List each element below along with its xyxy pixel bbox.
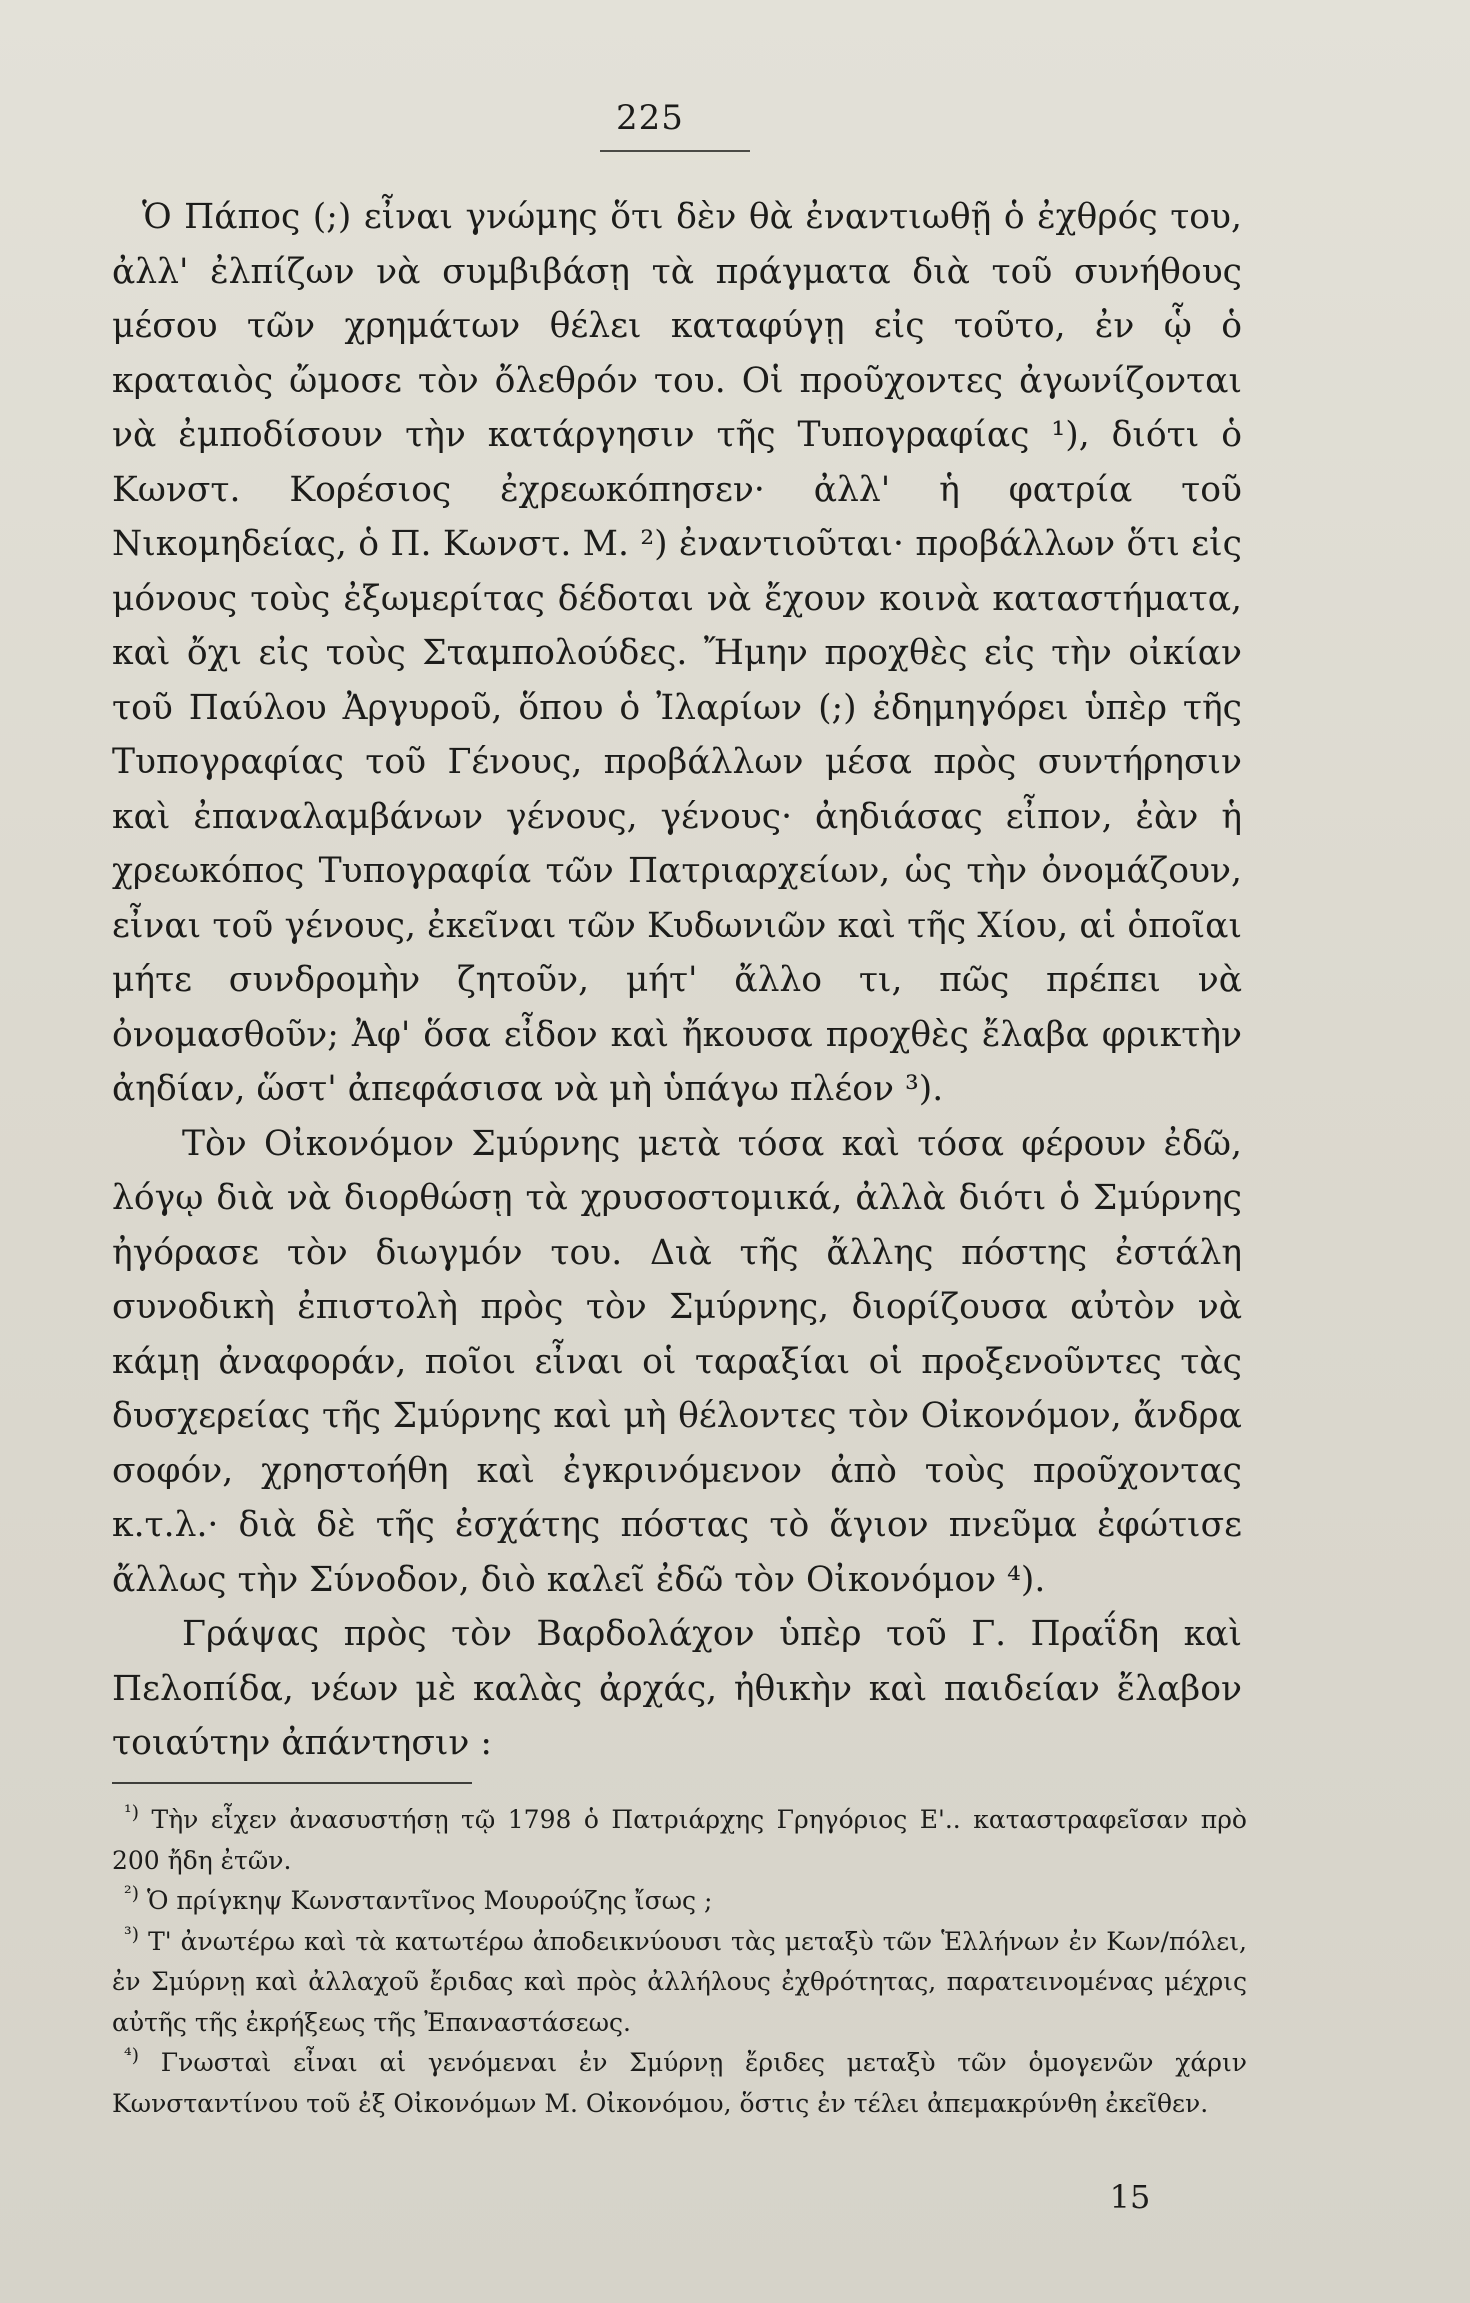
footnotes xyxy=(112,1800,1247,2124)
footnote-mark: ³) xyxy=(124,1923,140,1946)
paragraph: Τὸν Οἰκονόμον Σμύρνης μετὰ τόσα καὶ τόσα φέρουν ἐδῶ, λόγῳ διὰ νὰ διορθώσῃ τὰ χρυσοστομικά, ἀλλὰ διότι ὁ Σμύρνης ἠγόρασε τὸν διωγμόν του. Διὰ τῆς ἄλλης πόστης ἐστάλη συνοδικὴ ἐπιστολὴ πρὸς τὸν Σμύρνης, διορίζουσα αὐτὸν νὰ κάμῃ ἀναφοράν, ποῖοι εἶναι οἱ ταραξίαι οἱ προξενοῦντες τὰς δυσχερείας τῆς Σμύρνης καὶ μὴ θέλοντες τὸν Οἰκονόμον, ἄνδρα σοφόν, χρηστοήθη καὶ ἐγκρινόμενον ἀπὸ τοὺς προῦχοντας κ.τ.λ.· διὰ δὲ τῆς ἐσχάτης πόστας τὸ ἅγιον πνεῦμα ἐφώτισε ἄλλως τὴν Σύνοδον, διὸ καλεῖ ἐδῶ τὸν Οἰκονόμον ⁴). xyxy=(112,1123,1242,1600)
footnote-text: Ὁ πρίγκηψ Κωνσταντῖνος Μουρούζης ἴσως ; xyxy=(146,1886,713,1915)
footnote-mark: ⁴) xyxy=(124,2044,140,2067)
footnote-rule xyxy=(112,1782,472,1784)
footnote-mark: ¹) xyxy=(124,1801,140,1824)
footnote-text: Τὴν εἶχεν ἀνασυστήσῃ τῷ 1798 ὁ Πατριάρχης Γρηγόριος Ε'.. καταστραφεῖσαν πρὸ 200 ἤδη ἐτῶν. xyxy=(112,1805,1247,1875)
paragraph: Γράψας πρὸς τὸν Βαρδολάχον ὑπὲρ τοῦ Γ. Πραΐδη καὶ Πελοπίδα, νέων μὲ καλὰς ἀρχάς, ἠθικὴν καὶ παιδείαν ἔλαβον τοιαύτην ἀπάντησιν : xyxy=(112,1614,1242,1763)
footnote-4 xyxy=(112,2043,1247,2124)
footnote-2 xyxy=(112,1881,1247,1922)
footnote-text: Τ' ἀνωτέρω καὶ τὰ κατωτέρω ἀποδεικνύουσι τὰς μεταξὺ τῶν Ἑλλήνων ἐν Κων/πόλει, ἐν Σμύρνῃ καὶ ἀλλαχοῦ ἔριδας καὶ πρὸς ἀλλήλους ἐχθρότητας, παρατεινομένας μέχρις αὐτῆς τῆς ἐκρήξεως τῆς Ἐπαναστάσεως. xyxy=(112,1926,1247,2037)
page-number: 225 xyxy=(616,98,684,138)
footnote-text: Γνωσταὶ εἶναι αἱ γενόμεναι ἐν Σμύρνῃ ἔριδες μεταξὺ τῶν ὁμογενῶν χάριν Κωνσταντίνου τοῦ ἐξ Οἰκονόμων Μ. Οἰκονόμου, ὅστις ἐν τέλει ἀπεμακρύνθη ἐκεῖθεν. xyxy=(112,2048,1247,2118)
footnote-3 xyxy=(112,1922,1247,2044)
footnote-mark: ²) xyxy=(124,1882,140,1905)
paragraph: Ὁ Πάπος (;) εἶναι γνώμης ὅτι δὲν θὰ ἐναντιωθῇ ὁ ἐχθρός του, ἀλλ' ἐλπίζων νὰ συμβιβάσῃ τὰ πράγματα διὰ τοῦ συνήθους μέσου τῶν χρημάτων θέλει καταφύγῃ εἰς τοῦτο, ἐν ᾧ ὁ κραταιὸς ὤμοσε τὸν ὄλεθρόν του. Οἱ προῦχοντες ἀγωνίζονται νὰ ἐμποδίσουν τὴν κατάργησιν τῆς Τυπογραφίας ¹), διότι ὁ Κωνστ. Κορέσιος ἐχρεωκόπησεν· ἀλλ' ἡ φατρία τοῦ Νικομηδείας, ὁ Π. Κωνστ. Μ. ²) ἐναντιοῦται· προβάλλων ὅτι εἰς μόνους τοὺς ἐξωμερίτας δέδοται νὰ ἔχουν κοινὰ καταστήματα, καὶ ὄχι εἰς τοὺς Σταμπολούδες. Ἤμην προχθὲς εἰς τὴν οἰκίαν τοῦ Παύλου Ἀργυροῦ, ὅπου ὁ Ἰλαρίων (;) ἐδημηγόρει ὑπὲρ τῆς Τυπογραφίας τοῦ Γένους, προβάλλων μέσα πρὸς συντήρησιν καὶ ἐπαναλαμβάνων γένους, γένους· ἀηδιάσας εἶπον, ἐὰν ἡ χρεωκόπος Τυπογραφία τῶν Πατριαρχείων, ὡς τὴν ὀνομάζουν, εἶναι τοῦ γένους, ἐκεῖναι τῶν Κυδωνιῶν καὶ τῆς Χίου, αἱ ὁποῖαι μήτε συνδρομὴν ζητοῦν, μήτ' ἄλλο τι, πῶς πρέπει νὰ ὀνομασθοῦν; Ἀφ' ὅσα εἶδον καὶ ἤκουσα προχθὲς ἔλαβα φρικτὴν ἀηδίαν, ὥστ' ἀπεφάσισα νὰ μὴ ὑπάγω πλέον ³). xyxy=(112,197,1242,1109)
main-text xyxy=(112,190,1242,1771)
signature-mark: 15 xyxy=(1109,2178,1151,2216)
header-rule xyxy=(600,150,750,152)
footnote-1 xyxy=(112,1800,1247,1881)
